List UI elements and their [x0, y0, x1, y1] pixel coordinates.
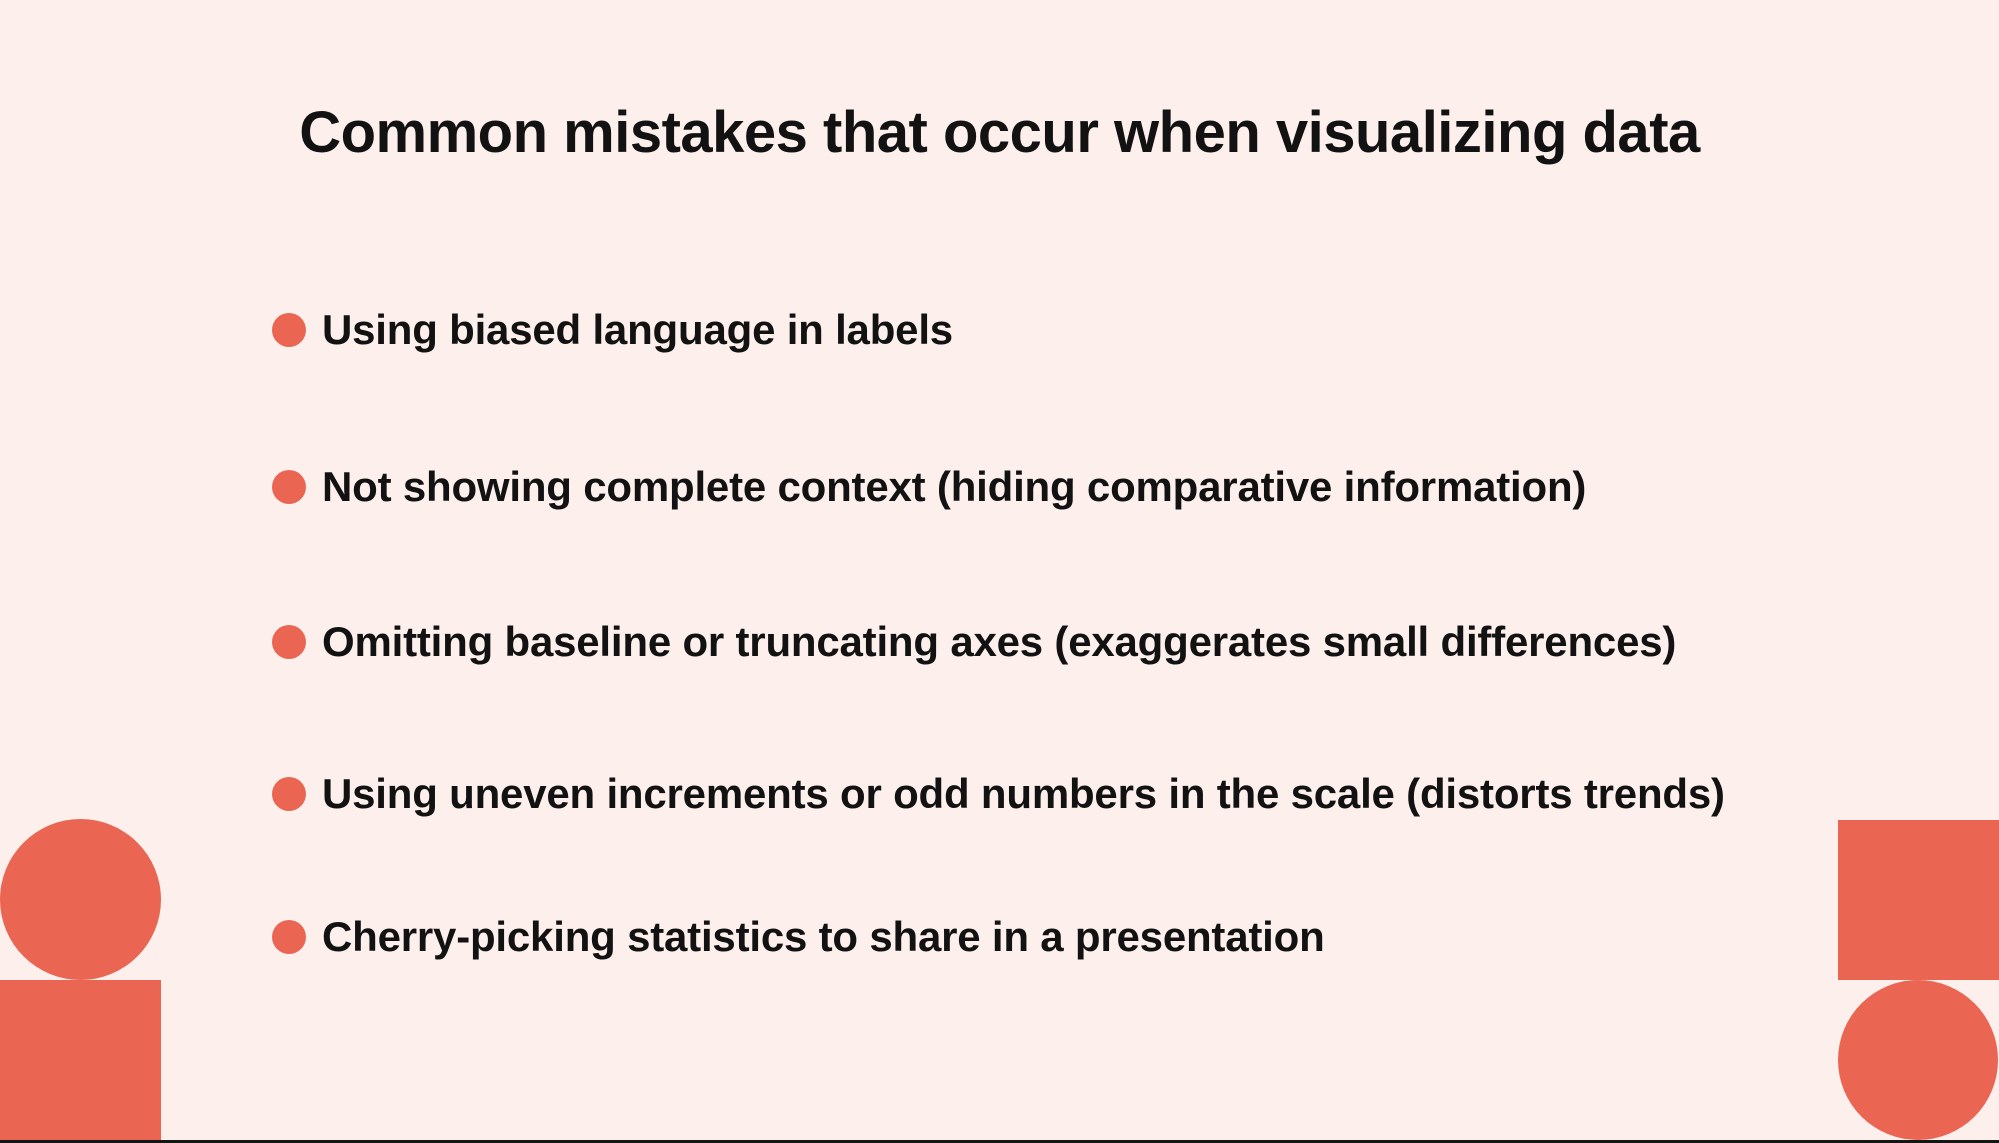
bullet-dot-icon — [272, 777, 306, 811]
bullet-label: Cherry-picking statistics to share in a presentation — [322, 913, 1325, 960]
list-item — [272, 306, 953, 354]
decor-circle-bottom-right — [1838, 980, 1998, 1140]
bullet-label: Not showing complete context (hiding comparative information) — [322, 463, 1587, 510]
decor-rectangle-bottom-right — [1838, 820, 1999, 980]
list-item — [272, 913, 1325, 961]
decor-rectangle-bottom-left — [0, 980, 161, 1143]
bullet-label: Omitting baseline or truncating axes (exaggerates small differences) — [322, 618, 1677, 665]
decor-circle-bottom-left — [0, 819, 161, 980]
bullet-label: Using uneven increments or odd numbers in the scale (distorts trends) — [322, 770, 1725, 817]
bullet-dot-icon — [272, 470, 306, 504]
list-item — [272, 618, 1676, 666]
list-item — [272, 770, 1725, 818]
bullet-dot-icon — [272, 920, 306, 954]
page-title: Common mistakes that occur when visualizing data — [299, 100, 1700, 165]
list-item — [272, 463, 1586, 511]
bullet-dot-icon — [272, 625, 306, 659]
bullet-dot-icon — [272, 313, 306, 347]
bullet-label: Using biased language in labels — [322, 306, 953, 353]
